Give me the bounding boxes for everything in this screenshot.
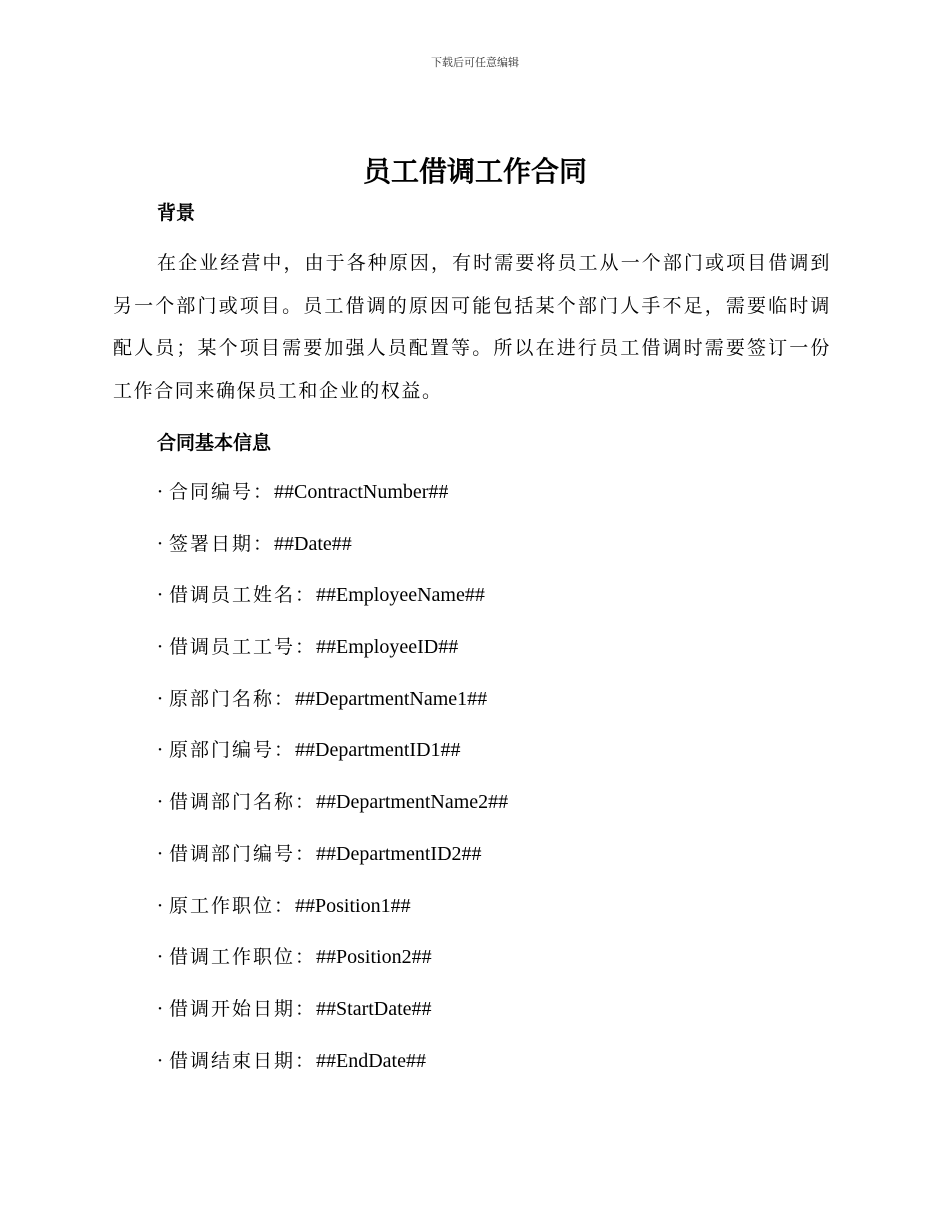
list-item-department-id-2 [157, 836, 508, 888]
list-item-department-name-1 [157, 681, 508, 733]
item-value: ##ContractNumber## [274, 481, 449, 503]
bullet-icon: · [157, 481, 164, 503]
item-label: 借调开始日期： [169, 997, 317, 1020]
bullet-icon: · [157, 636, 164, 659]
list-item-employee-name [157, 577, 508, 629]
bullet-icon: · [157, 842, 164, 865]
item-label: 借调工作职位： [169, 946, 317, 969]
list-item-end-date [157, 1043, 508, 1095]
bullet-icon: · [157, 791, 164, 814]
bullet-icon: · [157, 997, 164, 1020]
item-value: ##Position1## [295, 894, 411, 917]
item-value: ##DepartmentName1## [295, 687, 488, 710]
list-item-position-1 [157, 888, 508, 940]
list-item-start-date [157, 991, 508, 1043]
item-value: ##EmployeeName## [316, 584, 485, 607]
item-label: 合同编号： [169, 481, 275, 503]
item-label: 原工作职位： [169, 894, 296, 917]
item-label: 借调员工姓名： [169, 584, 317, 607]
item-label: 借调部门名称： [169, 791, 317, 814]
list-item-department-id-1 [157, 732, 508, 784]
section-heading-background: 背景 [157, 202, 196, 224]
item-value: ##EndDate## [316, 1049, 426, 1072]
item-label: 签署日期： [169, 532, 275, 555]
item-value: ##Position2## [316, 946, 432, 969]
bullet-icon: · [157, 739, 164, 762]
list-item-contract-number [157, 474, 508, 526]
item-value: ##DepartmentID2## [316, 842, 482, 865]
item-label: 原部门编号： [169, 739, 296, 762]
bullet-icon: · [157, 894, 164, 917]
document-title: 员工借调工作合同 [362, 155, 587, 188]
item-value: ##EmployeeID## [316, 636, 459, 659]
item-label: 原部门名称： [169, 687, 296, 710]
list-item-employee-id [157, 629, 508, 681]
list-item-department-name-2 [157, 784, 508, 836]
list-item-position-2 [157, 939, 508, 991]
list-item-date [157, 526, 508, 578]
bullet-icon: · [157, 584, 164, 607]
section-heading-contract-info: 合同基本信息 [157, 432, 272, 454]
item-label: 借调结束日期： [169, 1049, 317, 1072]
item-value: ##Date## [274, 532, 352, 555]
contract-info-list [157, 474, 508, 1094]
background-paragraph: 在企业经营中，由于各种原因，有时需要将员工从一个部门或项目借调到另一个部门或项目。员工借调的原因可能包括某个部门人手不足，需要临时调配人员；某个项目需要加强人员配置等。所以在进行员工借调时需要签订一份工作合同来确保员工和企业的权益。 [113, 252, 831, 402]
bullet-icon: · [157, 1049, 164, 1072]
bullet-icon: · [157, 532, 164, 555]
item-value: ##DepartmentID1## [295, 739, 461, 762]
item-label: 借调员工工号： [169, 636, 317, 659]
bullet-icon: · [157, 687, 164, 710]
item-value: ##StartDate## [316, 997, 432, 1020]
item-value: ##DepartmentName2## [316, 791, 509, 814]
item-label: 借调部门编号： [169, 842, 317, 865]
header-note: 下载后可任意编辑 [431, 56, 519, 69]
bullet-icon: · [157, 946, 164, 969]
